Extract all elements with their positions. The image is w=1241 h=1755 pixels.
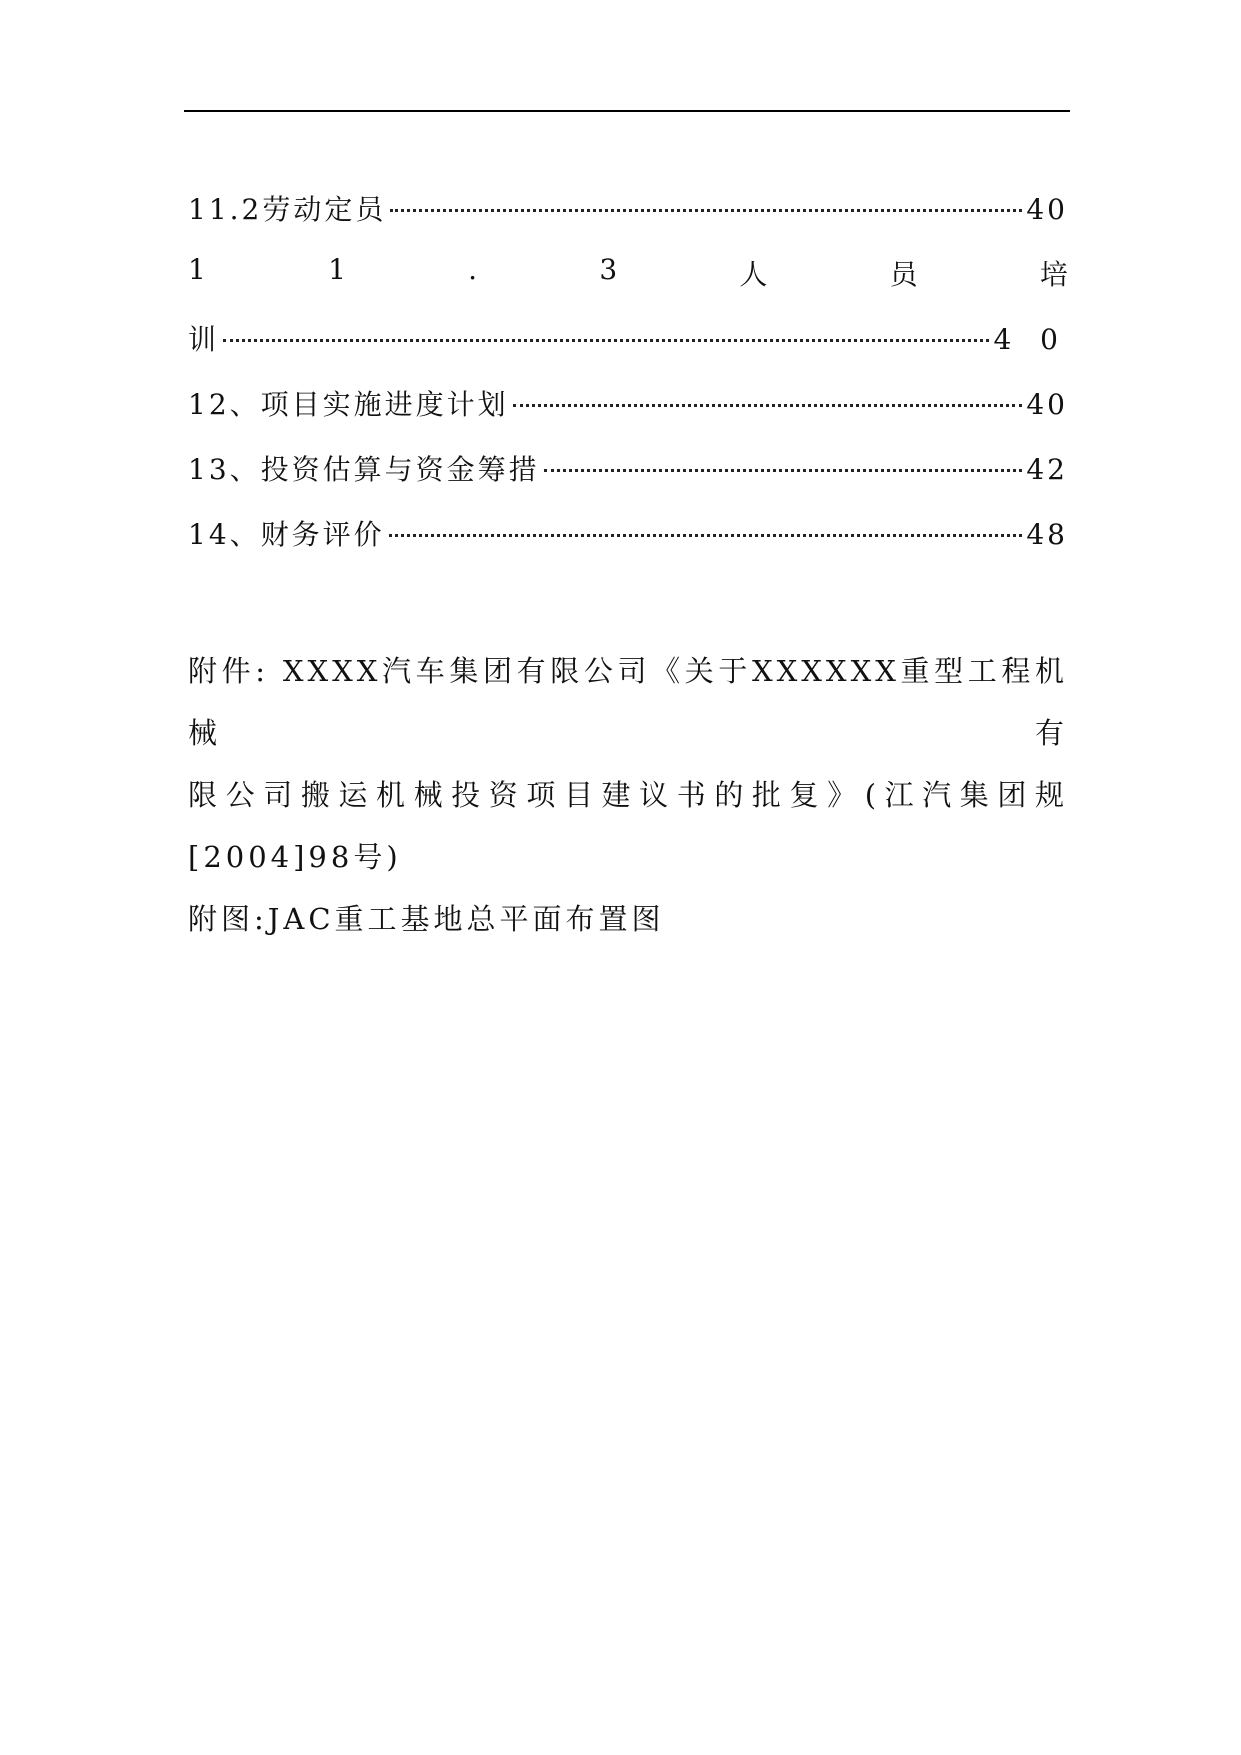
toc-page-number: 4 0 (993, 323, 1068, 356)
toc-page-number: 48 (1026, 518, 1068, 551)
toc-spread-char: 员 (889, 258, 918, 291)
attachments-section (188, 640, 1068, 950)
toc-spread-char: 1 (328, 253, 346, 286)
toc-dot-leader (389, 534, 1023, 537)
toc-entry-labor-staffing[interactable] (188, 188, 1068, 226)
toc-spread-char: 3 (599, 253, 618, 286)
header-rule (184, 110, 1070, 112)
attachment-line: 限公司搬运机械投资项目建议书的批复》(江汽集团规 (188, 778, 1068, 812)
toc-spread-char: 培 (1039, 258, 1068, 291)
toc-dot-leader (390, 209, 1022, 212)
toc-dot-leader (513, 404, 1023, 407)
toc-entry-label: 训 (188, 323, 220, 356)
toc-dot-leader (544, 469, 1023, 472)
toc-entry-label: 14、财务评价 (188, 518, 385, 551)
toc-entry-label: 13、投资估算与资金筹措 (188, 453, 540, 486)
toc-spread-char: . (468, 253, 478, 286)
toc-entry-label: 12、项目实施进度计划 (188, 388, 509, 421)
toc-page-number: 42 (1026, 453, 1068, 486)
toc-entry-label: 11.2劳动定员 (188, 193, 387, 226)
toc-dot-leader (223, 339, 989, 342)
toc-entry-financial-evaluation[interactable] (188, 513, 1068, 551)
toc-entry-investment[interactable] (188, 448, 1068, 486)
toc-page-number: 40 (1026, 388, 1068, 421)
toc-entry-personnel-training-line1[interactable] (188, 253, 1068, 293)
toc-spread-char: 1 (188, 253, 206, 286)
toc-page-number: 40 (1026, 193, 1068, 226)
attachment-line: [2004]98号) (188, 840, 402, 874)
toc-spread-char: 人 (739, 258, 768, 291)
attachment-line: 附件: XXXX汽车集团有限公司《关于XXXXXX重型工程机械有 (188, 654, 1068, 750)
toc-entry-schedule[interactable] (188, 383, 1068, 421)
attached-figure-line: 附图:JAC重工基地总平面布置图 (188, 902, 665, 936)
toc-entry-personnel-training-line2[interactable] (188, 318, 1068, 356)
